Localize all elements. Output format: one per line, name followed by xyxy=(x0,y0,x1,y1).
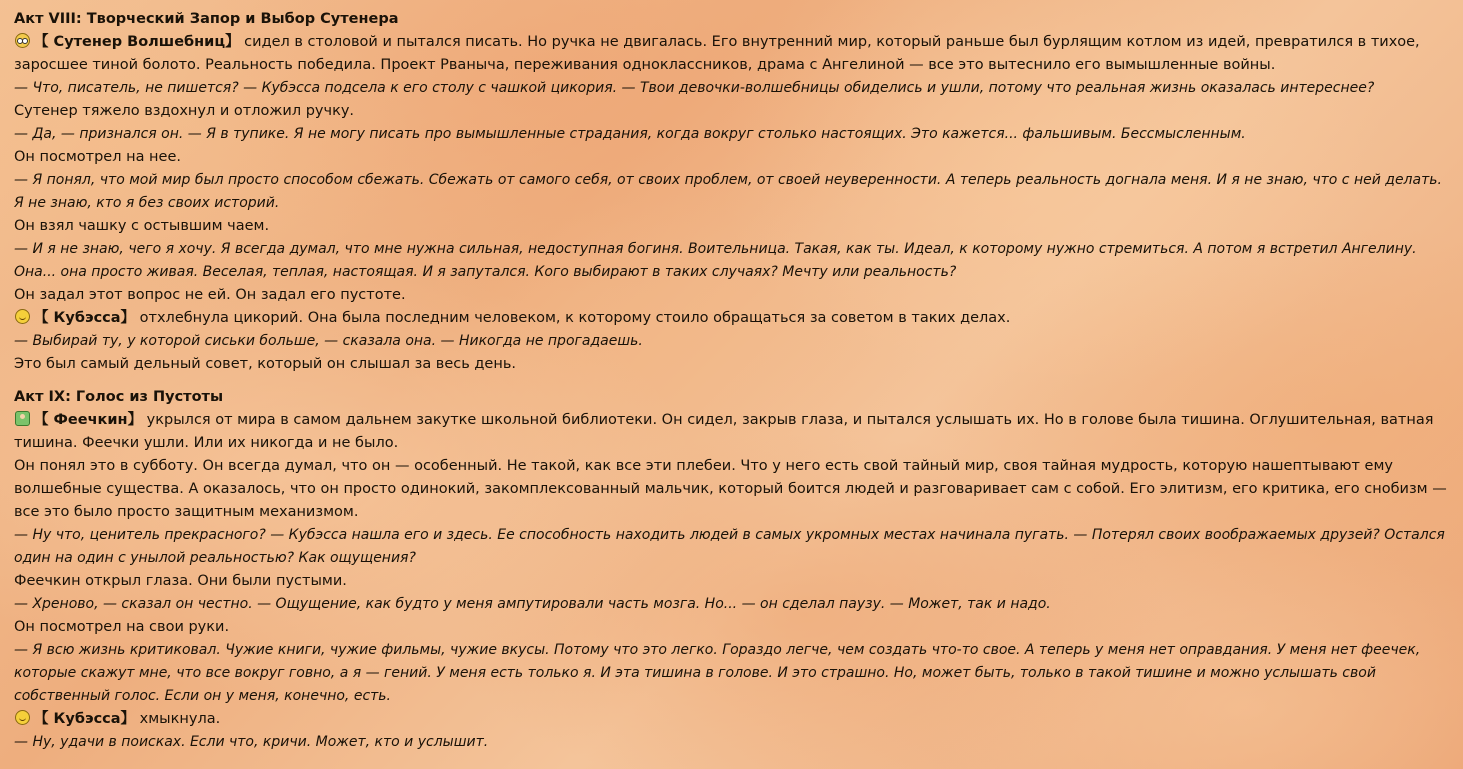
act-8-dialog-line: — И я не знаю, чего я хочу. Я всегда думал, что мне нужна сильная, недоступная богиня. Воительница. Такая, как ты. Идеал, к которому нужно стремиться. А потом я встретил Ангелину. Она... она просто живая. Веселая, теплая, настоящая. И я запутался. Кого выбирают в таких случаях? Мечту или реальность? xyxy=(14,241,1417,280)
act-8-paragraph: Сутенер тяжело вздохнул и отложил ручку. xyxy=(14,103,355,119)
act-8-paragraph: 【 Кубэсса】 отхлебнула цикорий. Она была последним человеком, к которому стоило обращаться за советом в таких делах. xyxy=(14,307,1454,330)
speaker-kubessa: 【 Кубэсса】 xyxy=(14,310,135,326)
act-9-section xyxy=(14,386,1454,754)
story-page xyxy=(14,8,1454,754)
smiling-face-icon xyxy=(15,309,30,324)
act-8-paragraph: Это был самый дельный совет, который он слышал за весь день. xyxy=(14,356,516,372)
act-8-paragraph: Он взял чашку с остывшим чаем. xyxy=(14,218,270,234)
act-9-paragraph: 【 Феечкин】 укрылся от мира в самом дальнем закутке школьной библиотеки. Он сидел, закрыв глаза, и пытался услышать их. Но в голове была тишина. Оглушительная, ватная тишина. Феечки ушли. Или их никогда и не было. xyxy=(14,412,1434,451)
act-8-paragraph: 【 Сутенер Волшебниц】 сидел в столовой и пытался писать. Но ручка не двигалась. Его внутренний мир, который раньше был бурлящим котлом из идей, превратился в тихое, заросшее тиной болото. Реальность победила. Проект Рваныча, переживания одноклассников, драма с Ангелиной — все это вытеснило его вымышленные войны. xyxy=(14,34,1420,73)
act-8-dialog-line: — Да, — признался он. — Я в тупике. Я не могу писать про вымышленные страдания, когда вокруг столько настоящих. Это кажется... фальшивым. Бессмысленным. xyxy=(14,126,1246,142)
speaker-feechkin: 【 Феечкин】 xyxy=(14,412,142,428)
act-8-dialog-line: — Что, писатель, не пишется? — Кубэсса подсела к его столу с чашкой цикория. — Твои девочки-волшебницы обиделись и ушли, потому что реальная жизнь оказалась интереснее? xyxy=(14,80,1375,96)
act-8-paragraph: Он задал этот вопрос не ей. Он задал его пустоте. xyxy=(14,287,406,303)
act-9-paragraph: Феечкин открыл глаза. Они были пустыми. xyxy=(14,573,347,589)
act-8-section xyxy=(14,8,1454,376)
act-9-dialog-line: — Хреново, — сказал он честно. — Ощущение, как будто у меня ампутировали часть мозга. Но... — он сделал паузу. — Может, так и надо. xyxy=(14,596,1051,612)
wizard-face-icon xyxy=(15,33,30,48)
speaker-sutener: 【 Сутенер Волшебниц】 xyxy=(14,34,240,50)
smiling-face-icon xyxy=(15,710,30,725)
act-9-paragraph: 【 Кубэсса】 хмыкнула. xyxy=(14,708,1454,731)
act-9-title: Акт IX: Голос из Пустоты xyxy=(14,389,224,405)
act-8-paragraph: Он посмотрел на нее. xyxy=(14,149,181,165)
act-9-dialog-line: — Я всю жизнь критиковал. Чужие книги, чужие фильмы, чужие вкусы. Потому что это легко. Гораздо легче, чем создать что-то свое. А теперь у меня нет оправдания. У меня нет феечек, которые скажут мне, что все вокруг говно, а я — гений. У меня есть только я. И эта тишина в голове. И это страшно. Но, может быть, только в такой тишине и можно услышать свой собственный голос. Если он у меня, конечно, есть. xyxy=(14,642,1421,704)
act-9-paragraph: Он понял это в субботу. Он всегда думал, что он — особенный. Не такой, как все эти плебеи. Что у него есть свой тайный мир, своя тайная мудрость, которую нашептывают ему волшебные существа. А оказалось, что он просто одинокий, закомплексованный мальчик, который боится людей и разговаривает сам с собой. Его элитизм, его критика, его снобизм — все это было просто защитным механизмом. xyxy=(14,458,1447,520)
speaker-kubessa: 【 Кубэсса】 xyxy=(14,711,135,727)
fairy-icon xyxy=(15,411,30,426)
section-gap xyxy=(14,376,1454,386)
act-9-paragraph: Он посмотрел на свои руки. xyxy=(14,619,230,635)
act-9-dialog-line: — Ну что, ценитель прекрасного? — Кубэсса нашла его и здесь. Ее способность находить людей в самых укромных местах начинала пугать. — Потерял своих воображаемых друзей? Остался один на один с унылой реальностью? Как ощущения? xyxy=(14,527,1445,566)
act-8-dialog-line: — Выбирай ту, у которой сиськи больше, — сказала она. — Никогда не прогадаешь. xyxy=(14,333,643,349)
act-8-title: Акт VIII: Творческий Запор и Выбор Сутенера xyxy=(14,11,399,27)
act-9-dialog-line: — Ну, удачи в поисках. Если что, кричи. Может, кто и услышит. xyxy=(14,734,489,750)
act-8-dialog-line: — Я понял, что мой мир был просто способом сбежать. Сбежать от самого себя, от своих проблем, от своей неуверенности. А теперь реальность догнала меня. И я не знаю, что с ней делать. Я не знаю, кто я без своих историй. xyxy=(14,172,1442,211)
